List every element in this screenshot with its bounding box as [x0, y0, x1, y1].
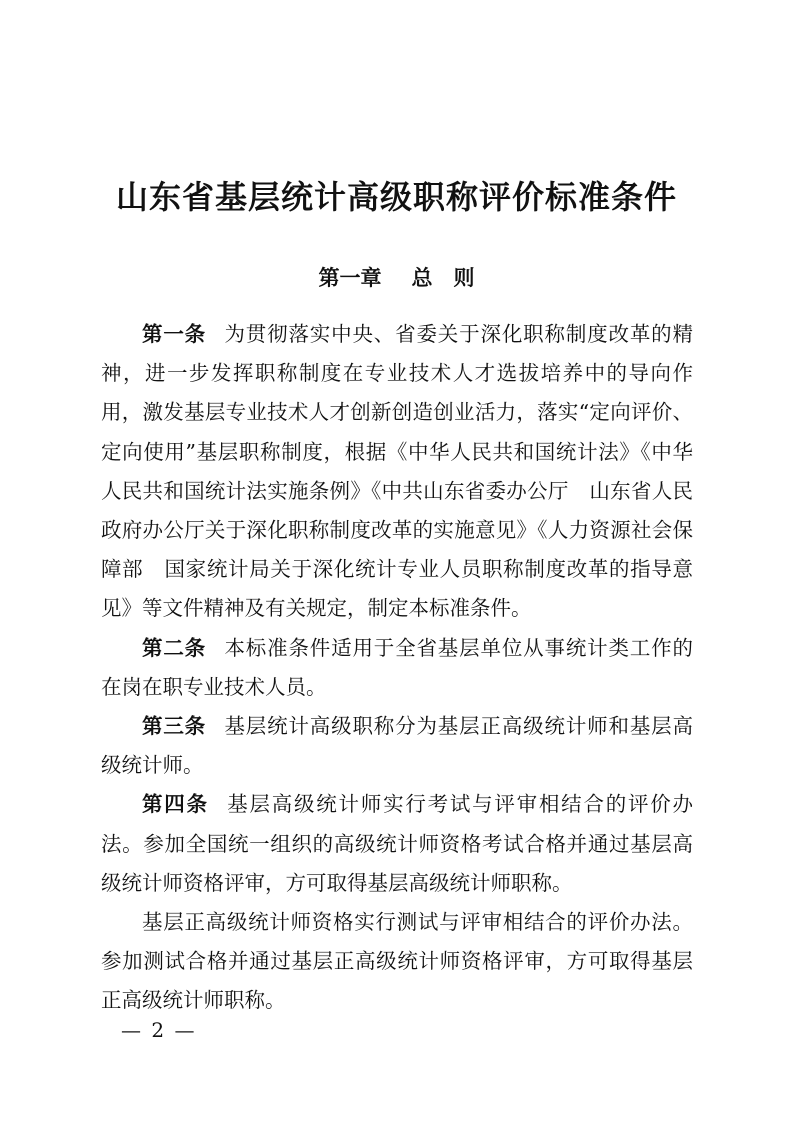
- article-1: [101, 315, 693, 629]
- document-body: [101, 315, 693, 1021]
- article-label: 第二条: [142, 635, 207, 660]
- article-text: 本标准条件适用于全省基层单位从事统计类工作的在岗在职专业技术人员。: [101, 635, 694, 699]
- article-text: 基层高级统计师实行考试与评审相结合的评价办法。参加全国统一组织的高级统计师资格考试合格并通过基层高级统计师资格评审，方可取得基层高级统计师职称。: [101, 792, 694, 895]
- article-3: [101, 707, 693, 785]
- chapter-heading: [0, 262, 793, 292]
- chapter-name: 总 则: [411, 266, 475, 290]
- article-4: [101, 785, 693, 903]
- page-number: — 2 —: [121, 1018, 197, 1042]
- article-label: 第一条: [142, 322, 207, 346]
- document-title: 山东省基层统计高级职称评价标准条件: [115, 178, 677, 216]
- article-text: 基层统计高级职称分为基层正高级统计师和基层高级统计师。: [101, 714, 694, 778]
- article-4-continued: [101, 903, 693, 1021]
- paragraph-text: 基层正高级统计师资格实行测试与评审相结合的评价办法。参加测试合格并通过基层正高级统计师资格评审，方可取得基层正高级统计师职称。: [101, 910, 693, 1013]
- article-label: 第四条: [142, 792, 209, 817]
- article-2: [101, 629, 693, 707]
- article-label: 第三条: [142, 714, 207, 739]
- article-text: 为贯彻落实中央、省委关于深化职称制度改革的精神，进一步发挥职称制度在专业技术人才选拔培养中的导向作用，激发基层专业技术人才创新创造创业活力，落实“定向评价、定向使用”基层职称制度，根据《中华人民共和国统计法》《中华人民共和国统计法实施条例》《中共山东省委办公厅 山东省人民政府办公厅关于深化职称制度改革的实施意见》《人力资源社会保障部 国家统计局关于深化统计专业人员职称制度改革的指导意见》等文件精神及有关规定，制定本标准条件。: [101, 322, 694, 621]
- chapter-label: 第一章: [318, 266, 382, 290]
